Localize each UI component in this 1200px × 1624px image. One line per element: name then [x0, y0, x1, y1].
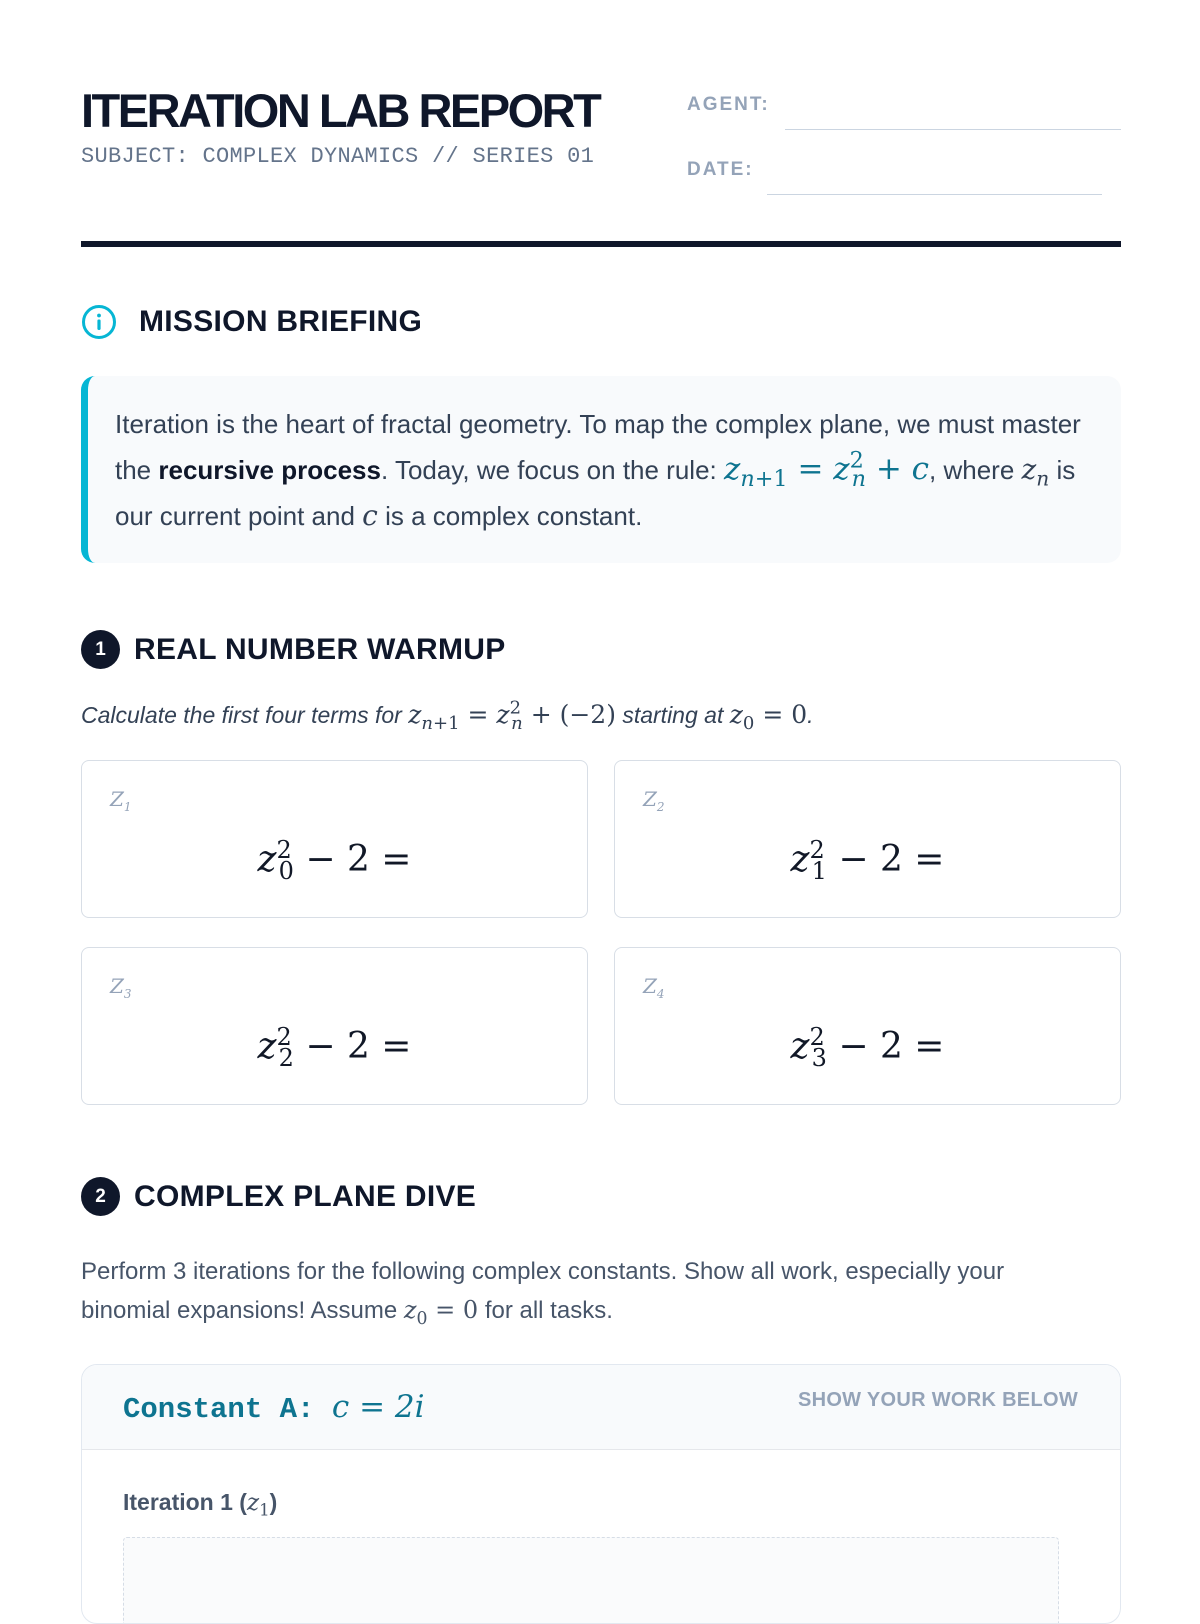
- info-icon: [81, 304, 117, 340]
- briefing-text: is a complex constant.: [377, 501, 643, 531]
- agent-label: AGENT:: [687, 94, 770, 115]
- report-title: ITERATION LAB REPORT: [81, 84, 600, 137]
- briefing-bold: recursive process: [158, 455, 381, 485]
- constant-a-block: [81, 1364, 1121, 1624]
- card-equation: $z^2_3 - 2$ =: [790, 1023, 945, 1073]
- card-equation: $z^2_2 - 2$ =: [257, 1023, 412, 1073]
- initial-value: $z_0 = 0$: [729, 700, 808, 734]
- warmup-card-z3[interactable]: [81, 947, 588, 1105]
- dive-instruction: Perform 3 iterations for the following complex constants. Show all work, especially your binomial expansions! Assume $z_0 = 0$ for all tasks.: [81, 1258, 1005, 1329]
- date-label: DATE:: [687, 159, 754, 180]
- briefing-heading: [81, 304, 422, 340]
- constant-title: Constant A: c = 2i: [123, 1389, 425, 1426]
- iteration-label: Iteration 1 $(z_1)$: [123, 1489, 278, 1520]
- briefing-text: . Today, we focus on the rule:: [380, 455, 724, 485]
- warmup-card-z4[interactable]: [614, 947, 1121, 1105]
- warmup-heading: [81, 630, 506, 669]
- warmup-card-z1[interactable]: [81, 760, 588, 918]
- briefing-title: MISSION BRIEFING: [139, 305, 423, 338]
- briefing-text: is our current point and: [115, 455, 1076, 531]
- date-field[interactable]: [767, 194, 1102, 195]
- briefing-text: , where: [929, 455, 1022, 485]
- briefing-text: Iteration is the heart of fractal geometry. To map the complex plane, we must master the: [115, 409, 1081, 485]
- warmup-card-z2[interactable]: [614, 760, 1121, 918]
- warmup-title: REAL NUMBER WARMUP: [134, 632, 506, 666]
- card-equation: $z^2_0 - 2$ =: [257, 836, 412, 886]
- card-equation: $z^2_1 - 2$ =: [790, 836, 945, 886]
- recurrence-formula: $z_{n+1} = z^2_n + c$: [723, 447, 930, 493]
- briefing-box: [81, 376, 1121, 563]
- card-label: $Z_2$: [643, 787, 665, 814]
- section-number-badge: 1: [81, 630, 120, 669]
- card-label: $Z_4$: [643, 974, 665, 1001]
- show-work-hint: SHOW YOUR WORK BELOW: [797, 1389, 1078, 1411]
- initial-value: $z_0 = 0$: [403, 1296, 479, 1329]
- constant-header: [82, 1365, 1120, 1450]
- warmup-formula: $z_{n+1} = z^2_n + (-2)$: [408, 697, 616, 734]
- card-label: $Z_1$: [110, 787, 132, 814]
- report-header: [81, 80, 1121, 248]
- zn-symbol: $z_n$: [1021, 453, 1050, 491]
- constant-formula: c = 2i: [331, 1389, 425, 1425]
- c-symbol: c: [362, 499, 378, 532]
- report-subject: SUBJECT: COMPLEX DYNAMICS // SERIES 01: [81, 144, 595, 169]
- work-area[interactable]: [123, 1537, 1059, 1624]
- dive-heading: [81, 1177, 476, 1216]
- agent-field[interactable]: [785, 129, 1121, 130]
- warmup-instruction: Calculate the first four terms for $z_{n+1} = z^2_n + (-2)$ starting at $z_0 = 0$.: [81, 697, 814, 734]
- card-label: $Z_3$: [110, 974, 132, 1001]
- section-number-badge: 2: [81, 1177, 120, 1216]
- dive-title: COMPLEX PLANE DIVE: [134, 1179, 477, 1213]
- header-divider: [81, 241, 1121, 247]
